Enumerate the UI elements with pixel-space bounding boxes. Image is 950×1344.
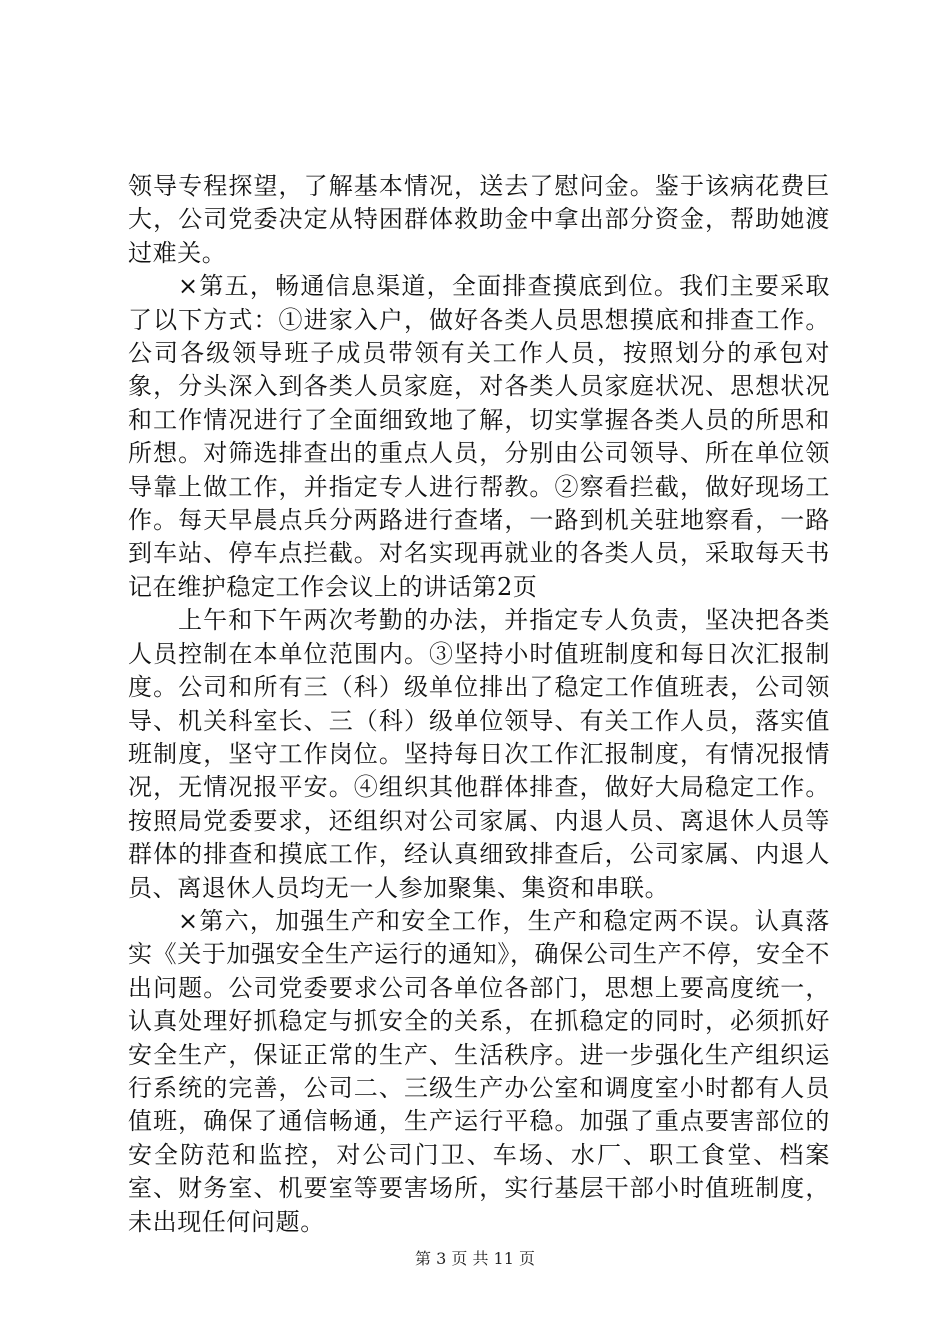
page-number-footer: 第 3 页 共 11 页 — [415, 1249, 535, 1268]
paragraph-continuation: 领导专程探望，了解基本情况，送去了慰问金。鉴于该病花费巨大，公司党委决定从特困群体救助金中拿出部分资金，帮助她渡过难关。 — [128, 172, 830, 267]
paragraph-section-five-cont: 上午和下午两次考勤的办法，并指定专人负责，坚决把各类人员控制在本单位范围内。③坚持小时值班制度和每日次汇报制度。公司和所有三（科）级单位排出了稳定工作值班表，公司领导、机关科室长、三（科）级单位领导、有关工作人员，落实值班制度，坚守工作岗位。坚持每日次工作汇报制度，有情况报情况，无情况报平安。④组织其他群体排查，做好大局稳定工作。按照局党委要求，还组织对公司家属、内退人员、离退休人员等群体的排查和摸底工作，经认真细致排查后，公司家属、内退人员、离退休人员均无一人参加聚集、集资和串联。 — [128, 606, 830, 902]
paragraph-section-six: ×第六，加强生产和安全工作，生产和稳定两不误。认真落实《关于加强安全生产运行的通知》，确保公司生产不停，安全不出问题。公司党委要求公司各单位各部门，思想上要高度统一，认真处理好抓稳定与抓安全的关系，在抓稳定的同时，必须抓好安全生产，保证正常的生产、生活秩序。进一步强化生产组织运行系统的完善，公司二、三级生产办公室和调度室小时都有人员值班，确保了通信畅通，生产运行平稳。加强了重点要害部位的安全防范和监控，对公司门卫、车场、水厂、职工食堂、档案室、财务室、机要室等要害场所，实行基层干部小时值班制度，未出现任何问题。 — [128, 906, 830, 1236]
paragraph-section-five: ×第五，畅通信息渠道，全面排查摸底到位。我们主要采取了以下方式：①进家入户，做好各类人员思想摸底和排查工作。公司各级领导班子成员带领有关工作人员，按照划分的承包对象，分头深入到各类人员家庭，对各类人员家庭状况、思想状况和工作情况进行了全面细致地了解，切实掌握各类人员的所思和所想。对筛选排查出的重点人员，分别由公司领导、所在单位领导靠上做工作，并指定专人进行帮教。②察看拦截，做好现场工作。每天早晨点兵分两路进行查堵，一路到机关驻地察看，一路到车站、停车点拦截。对名实现再就业的各类人员，采取每天书记在维护稳定工作会议上的讲话第2页 — [128, 272, 830, 601]
document-body — [128, 170, 830, 1239]
